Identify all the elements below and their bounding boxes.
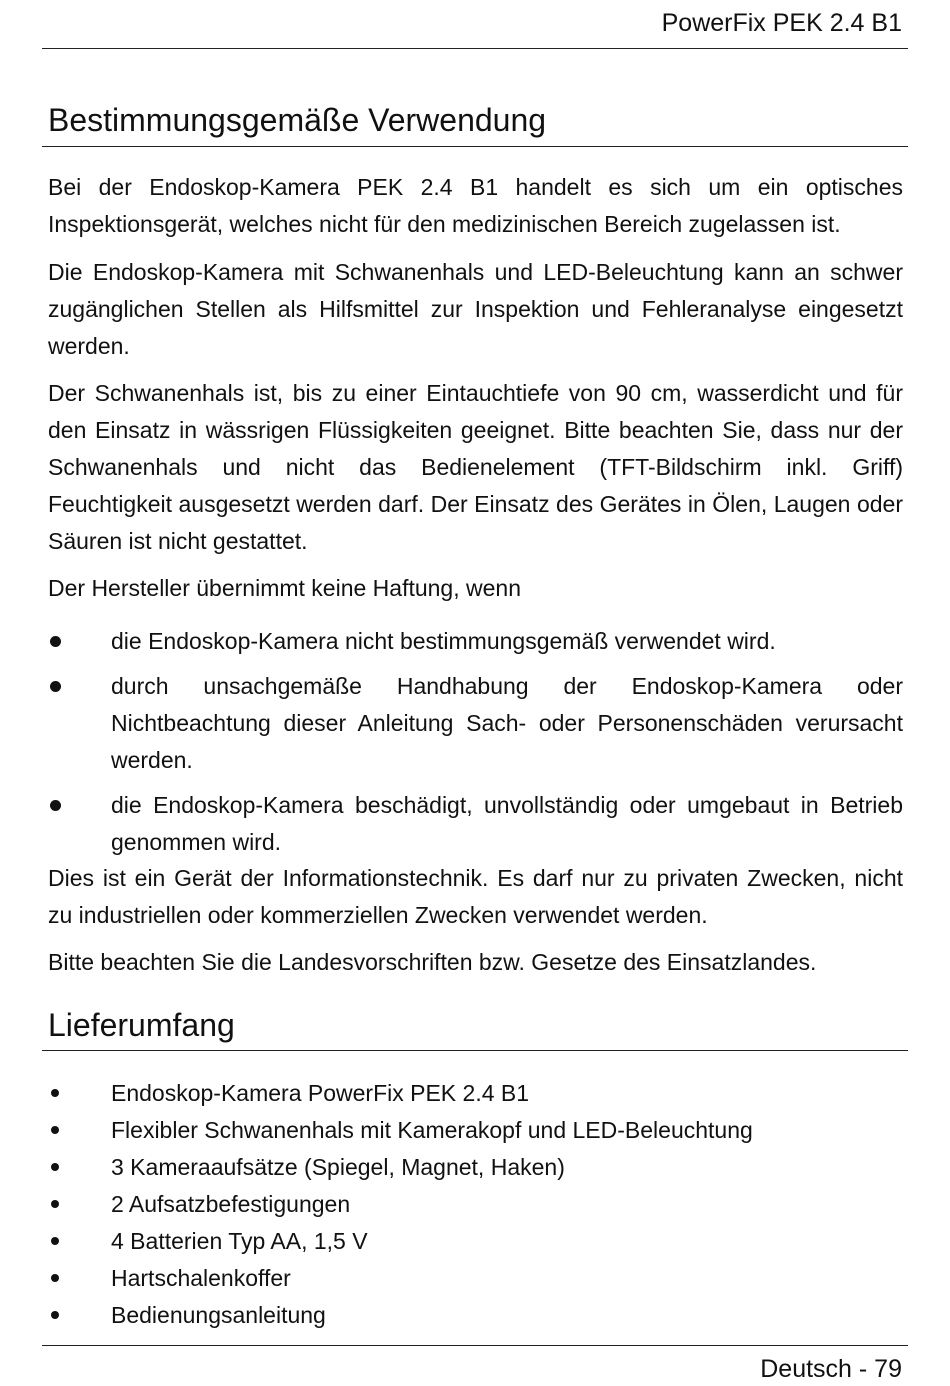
list-item [48, 1075, 903, 1112]
liability-list [48, 623, 903, 861]
page-number: Deutsch - 79 [760, 1355, 902, 1383]
list-item-text: durch unsachgemäße Handhabung der Endoskop-Kamera oder Nichtbeachtung dieser Anleitung Sach- oder Personenschäden verursacht werden. [111, 673, 903, 773]
list-item [48, 1149, 903, 1186]
bullet-icon [50, 681, 61, 692]
list-item-text: 2 Aufsatzbefestigungen [111, 1191, 351, 1217]
paragraph: Der Schwanenhals ist, bis zu einer Eintauchtiefe von 90 cm, wasserdicht und für den Einsatz in wässrigen Flüssigkeiten geeignet. Bitte beachten Sie, dass nur der Schwanenhals und nicht das Bedienelement (TFT-Bildschirm inkl. Griff) Feuchtigkeit ausgesetzt werden darf. Der Einsatz des Gerätes in Ölen, Laugen oder Säuren ist nicht gestattet. [48, 380, 903, 554]
paragraph: Die Endoskop-Kamera mit Schwanenhals und LED-Beleuchtung kann an schwer zugänglichen Stellen als Hilfsmittel zur Inspektion und Fehleranalyse eingesetzt werden. [48, 259, 903, 359]
list-item [48, 1186, 903, 1223]
bullet-icon [51, 1089, 59, 1097]
bullet-icon [51, 1200, 59, 1208]
heading-divider [42, 1050, 908, 1051]
bullet-icon [51, 1126, 59, 1134]
list-item [48, 1112, 903, 1149]
paragraph: Dies ist ein Gerät der Informationstechnik. Es darf nur zu privaten Zwecken, nicht zu industriellen oder kommerziellen Zwecken verwendet werden. [48, 865, 903, 928]
footer-divider [42, 1345, 908, 1346]
header-divider [42, 48, 908, 49]
list-item [48, 1297, 903, 1334]
list-item [48, 1260, 903, 1297]
list-item-text: 3 Kameraaufsätze (Spiegel, Magnet, Haken) [111, 1154, 565, 1180]
bullet-icon [51, 1311, 59, 1319]
list-item-text: die Endoskop-Kamera beschädigt, unvollständig oder umgebaut in Betrieb genommen wird. [111, 792, 903, 855]
bullet-icon [51, 1274, 59, 1282]
paragraph: Der Hersteller übernimmt keine Haftung, wenn [48, 575, 521, 601]
bullet-icon [50, 800, 61, 811]
list-item [48, 787, 903, 861]
list-item [48, 623, 903, 660]
list-item [48, 1223, 903, 1260]
list-item-text: Hartschalenkoffer [111, 1265, 291, 1291]
bullet-icon [51, 1163, 59, 1171]
list-item-text: 4 Batterien Typ AA, 1,5 V [111, 1228, 368, 1254]
bullet-icon [51, 1237, 59, 1245]
list-item-text: Endoskop-Kamera PowerFix PEK 2.4 B1 [111, 1080, 530, 1106]
heading-divider [42, 146, 908, 147]
list-item-text: die Endoskop-Kamera nicht bestimmungsgemäß verwendet wird. [111, 628, 776, 654]
list-item-text: Bedienungsanleitung [111, 1302, 326, 1328]
list-item-text: Flexibler Schwanenhals mit Kamerakopf und LED-Beleuchtung [111, 1117, 753, 1143]
paragraph: Bei der Endoskop-Kamera PEK 2.4 B1 handelt es sich um ein optisches Inspektionsgerät, welches nicht für den medizinischen Bereich zugelassen ist. [48, 174, 903, 237]
bullet-icon [50, 636, 61, 647]
section-heading-scope-of-delivery: Lieferumfang [48, 1007, 235, 1043]
delivery-list [48, 1075, 903, 1334]
paragraph: Bitte beachten Sie die Landesvorschriften bzw. Gesetze des Einsatzlandes. [48, 949, 817, 975]
list-item [48, 668, 903, 779]
running-header: PowerFix PEK 2.4 B1 [661, 9, 902, 37]
section-heading-intended-use: Bestimmungsgemäße Verwendung [48, 102, 547, 138]
